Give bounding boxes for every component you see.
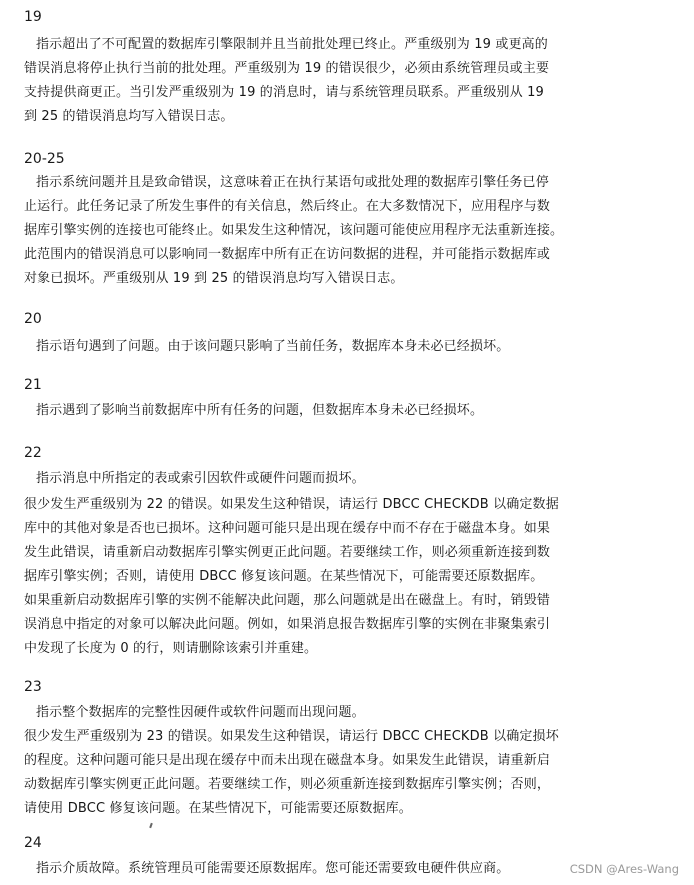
- paragraph-line: 错误消息将停止执行当前的批处理。严重级别为 19 的错误很少，必须由系统管理员或主要: [24, 61, 550, 76]
- watermark: CSDN @Ares-Wang: [567, 862, 682, 876]
- paragraph-line: 的程度。这种问题可能只是出现在缓存中而未出现在磁盘本身。如果发生此错误，请重新启: [24, 753, 551, 768]
- severity-level-24: 24: [24, 835, 42, 851]
- paragraph-line: 误消息中指定的对象可以解决此问题。例如，如果消息报告数据库引擎的实例在非聚集索引: [24, 617, 551, 632]
- paragraph-line: 发生此错误，请重新启动数据库引擎实例更正此问题。若要继续工作，则必须重新连接到数: [24, 545, 551, 560]
- severity-level-23: 23: [24, 679, 42, 695]
- severity-level-19: 19: [24, 9, 42, 25]
- paragraph-line: 此范围内的错误消息可以影响同一数据库中所有正在访问数据的进程，并可能指示数据库或: [24, 247, 551, 262]
- paragraph-line: 对象已损坏。严重级别从 19 到 25 的错误消息均写入错误日志。: [24, 271, 404, 286]
- paragraph-line: 指示遇到了影响当前数据库中所有任务的问题，但数据库本身未必已经损坏。: [36, 403, 484, 418]
- paragraph-line: 请使用 DBCC 修复该问题。在某些情况下，可能需要还原数据库。: [24, 801, 412, 816]
- paragraph-line: 指示整个数据库的完整性因硬件或软件问题而出现问题。: [36, 705, 365, 720]
- paragraph-line: 止运行。此任务记录了所发生事件的有关信息，然后终止。在大多数情况下，应用程序与数: [24, 199, 551, 214]
- paragraph-line: 动数据库引擎实例更正此问题。若要继续工作，则必须重新连接到数据库引擎实例；否则，: [24, 777, 551, 792]
- paragraph-line: 据库引擎实例；否则，请使用 DBCC 修复该问题。在某些情况下，可能需要还原数据库。: [24, 569, 544, 584]
- severity-level-20-25: 20-25: [24, 151, 65, 167]
- paragraph-line: 很少发生严重级别为 23 的错误。如果发生这种错误，请运行 DBCC CHECKDB 以确定损坏: [24, 729, 559, 744]
- paragraph-line: 很少发生严重级别为 22 的错误。如果发生这种错误，请运行 DBCC CHECKDB 以确定数据: [24, 497, 559, 512]
- paragraph-line: 中发现了长度为 0 的行，则请删除该索引并重建。: [24, 641, 318, 656]
- paragraph-line: 到 25 的错误消息均写入错误日志。: [24, 109, 234, 124]
- severity-level-20: 20: [24, 311, 42, 327]
- paragraph-line: 指示超出了不可配置的数据库引擎限制并且当前批处理已终止。严重级别为 19 或更高的: [36, 37, 548, 52]
- paragraph-line: 指示消息中所指定的表或索引因软件或硬件问题而损坏。: [36, 471, 365, 486]
- paragraph-line: 据库引擎实例的连接也可能终止。如果发生这种情况，该问题可能使应用程序无法重新连接。: [24, 223, 564, 238]
- paragraph-line: 如果重新启动数据库引擎的实例不能解决此问题，那么问题就是出在磁盘上。有时，销毁错: [24, 593, 551, 608]
- paragraph-line: 指示系统问题并且是致命错误，这意味着正在执行某语句或批处理的数据库引擎任务已停: [36, 175, 549, 190]
- severity-level-22: 22: [24, 445, 42, 461]
- paragraph-line: 支持提供商更正。当引发严重级别为 19 的消息时，请与系统管理员联系。严重级别从 19: [24, 85, 544, 100]
- paragraph-line: 指示介质故障。系统管理员可能需要还原数据库。您可能还需要致电硬件供应商。: [36, 861, 510, 876]
- paragraph-line: 库中的其他对象是否也已损坏。这种问题可能只是出现在缓存中而不存在于磁盘本身。如果: [24, 521, 551, 536]
- scan-speck: [149, 823, 153, 828]
- severity-level-21: 21: [24, 377, 42, 393]
- paragraph-line: 指示语句遇到了问题。由于该问题只影响了当前任务，数据库本身未必已经损坏。: [36, 339, 510, 354]
